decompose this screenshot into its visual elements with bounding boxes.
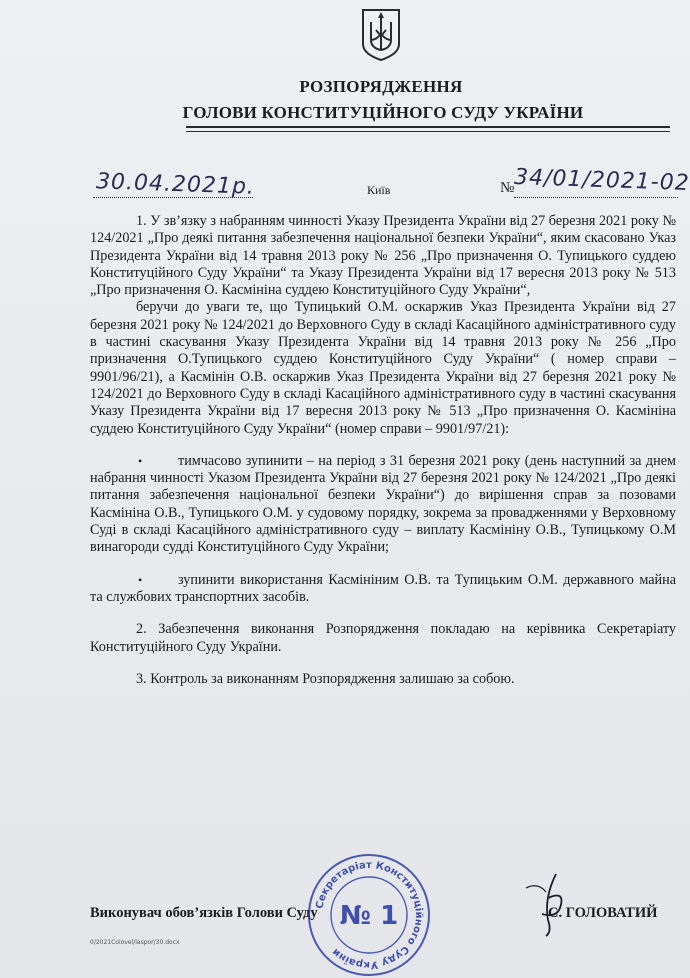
bullet-text-1: тимчасово зупинити – на період з 31 березня 2021 року (день наступний за днем набрання чинності Указом Президента України від 27 березня 2021 року № 124/2021 „Про деякі питання забезпечення національної безпеки України“) до вирішення справ за позовами Касмініна О.В., Тупицького О.М. у судовому порядку, зокрема за провадженнями у Верховному Суді в складі Касаційного адміністративного суду – виплату Касмініну О.В., Тупицькому О.М винагороди судді Конституційного Суду України;: [90, 452, 676, 556]
header-rule-thick: [186, 126, 670, 128]
signatory-role: Виконувач обов’язків Голови Суду: [90, 905, 318, 921]
official-stamp-icon: [306, 852, 432, 978]
paragraph-4: 3. Контроль за виконанням Розпорядження залишаю за собою.: [136, 670, 515, 687]
stamp-number: № 1: [339, 901, 399, 931]
bullet-item-suspend-property: [90, 572, 676, 607]
paragraph-1: 1. У зв’язку з набранням чинності Указу Президента України від 27 березня 2021 року № 124/2021 „Про деякі питання забезпечення національної безпеки України“, яким скасовано Указ Президента України від 14 травня 2013 року № 256 „Про призначення О. Тупицького суддею Конституційного Суду України“ та Указу Президента України від 17 вересня 2013 року № 513 „Про призначення О. Касмініна суддею Конституційного Суду України“,: [90, 213, 676, 299]
document-body: [90, 213, 676, 688]
city-label: Київ: [367, 183, 391, 197]
handwritten-signature-icon: [486, 868, 606, 938]
number-underline: [514, 197, 678, 198]
bullet-text-2: зупинити використання Касмініним О.В. та Тупицьким О.М. державного майна та службових транспортних засобів.: [90, 571, 676, 605]
bullet-item-suspend-payment: [90, 453, 676, 557]
trident-emblem-icon: [360, 8, 402, 62]
header-rule-thin: [186, 131, 670, 132]
handwritten-number: 34/01/2021-02: [513, 164, 690, 197]
file-code: 0/2021Сolovel/laspor/30.docx: [90, 939, 180, 946]
paragraph-2: беручи до уваги те, що Тупицький О.М. оскаржив Указ Президента України від 27 березня 2021 року № 124/2021 до Верховного Суду в складі Касаційного адміністративного суду в частині скасування Указу Президента України від 14 травня 2013 року № 256 „Про призначення О.Тупицького суддею Конституційного Суду України“ ( номер справи – 9901/96/21), а Касмінін О.В. оскаржив Указ Президента України від 27 березня 2021 року № 124/2021 до Верховного Суду в складі Касаційного адміністративного суду в частині скасування Указу Президента України від 17 вересня 2013 року № 513 „Про призначення О. Касмініна суддею Конституційного Суду України“ (номер справи – 9901/97/21):: [90, 299, 676, 437]
paragraph-3: 2. Забезпечення виконання Розпорядження покладаю на керівника Секретаріату Конституційного Суду України.: [90, 621, 676, 655]
stamp-ring-text: Секретаріат Конституційного Суду України: [314, 859, 425, 971]
handwritten-date: 30.04.2021р.: [95, 169, 256, 200]
spacer: [90, 438, 676, 453]
spacer: [90, 606, 676, 621]
spacer: [90, 656, 676, 671]
spacer: [90, 557, 676, 572]
date-underline: [93, 197, 253, 198]
signatory-name: С. ГОЛОВАТИЙ: [548, 905, 658, 921]
number-sign: №: [500, 180, 515, 196]
bullet-icon: •: [138, 453, 143, 468]
document-title: РОЗПОРЯДЖЕННЯ: [299, 77, 463, 96]
bullet-icon: •: [138, 572, 143, 587]
document-subtitle: ГОЛОВИ КОНСТИТУЦІЙНОГО СУДУ УКРАЇНИ: [182, 103, 584, 122]
